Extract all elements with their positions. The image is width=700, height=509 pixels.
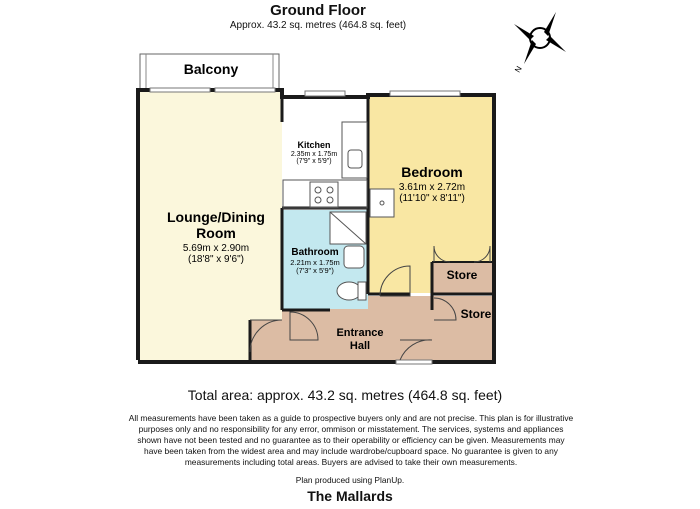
floor-title: Ground Floor (270, 2, 366, 19)
store-hall-room (432, 296, 492, 360)
store-hall-label: Store (460, 307, 492, 321)
compass-north-label: N (513, 64, 524, 75)
bedroom-label (399, 164, 465, 204)
svg-text:Entrance: Entrance (336, 327, 384, 339)
property-name: The Mallards (307, 488, 393, 504)
svg-text:5.69m x 2.90m: 5.69m x 2.90m (182, 243, 250, 254)
svg-text:Hall: Hall (349, 340, 371, 352)
svg-text:Room: Room (196, 225, 236, 241)
bathroom-label (290, 247, 340, 275)
svg-text:(7'3" x 5'9"): (7'3" x 5'9") (296, 266, 334, 275)
svg-text:2.35m x 1.75m: 2.35m x 1.75m (290, 151, 338, 158)
plan-credit: Plan produced using PlanUp. (295, 475, 405, 485)
floor-area-subtitle: Approx. 43.2 sq. metres (464.8 sq. feet) (229, 20, 407, 31)
disclaimer-text: All measurements have been taken as a guide to prospective buyers only and are not precise. This plan is for illustrative purposes only and no responsibility for any error, ommison or misstatement. The services, systems and appliances shown have not been tested and no guarantee as to their operability or efficiency can be given. Measurements may have been taken from the widest area and may include wardrobe/cupboard space. No guarantee is given to any measurements including total areas. Buyers are advised to take their own measurements. (128, 413, 574, 467)
svg-text:Bedroom: Bedroom (401, 164, 463, 180)
svg-text:(11'10" x 8'11"): (11'10" x 8'11") (399, 193, 465, 204)
svg-text:Bathroom: Bathroom (291, 247, 339, 258)
shower-tray (370, 189, 394, 217)
compass-icon (514, 12, 566, 64)
svg-text:(18'8" x 9'6"): (18'8" x 9'6") (188, 254, 244, 265)
balcony-label: Balcony (183, 61, 239, 77)
kitchen-label (291, 140, 337, 165)
svg-text:3.61m x 2.72m: 3.61m x 2.72m (398, 182, 466, 193)
svg-text:(7'9" x 5'9"): (7'9" x 5'9") (296, 158, 332, 165)
total-area: Total area: approx. 43.2 sq. metres (464.8 sq. feet) (187, 387, 503, 403)
store-bedroom-label: Store (446, 268, 478, 282)
svg-text:2.21m x 1.75m: 2.21m x 1.75m (290, 258, 340, 267)
svg-text:Lounge/Dining: Lounge/Dining (167, 209, 265, 225)
svg-text:Kitchen: Kitchen (297, 140, 331, 150)
